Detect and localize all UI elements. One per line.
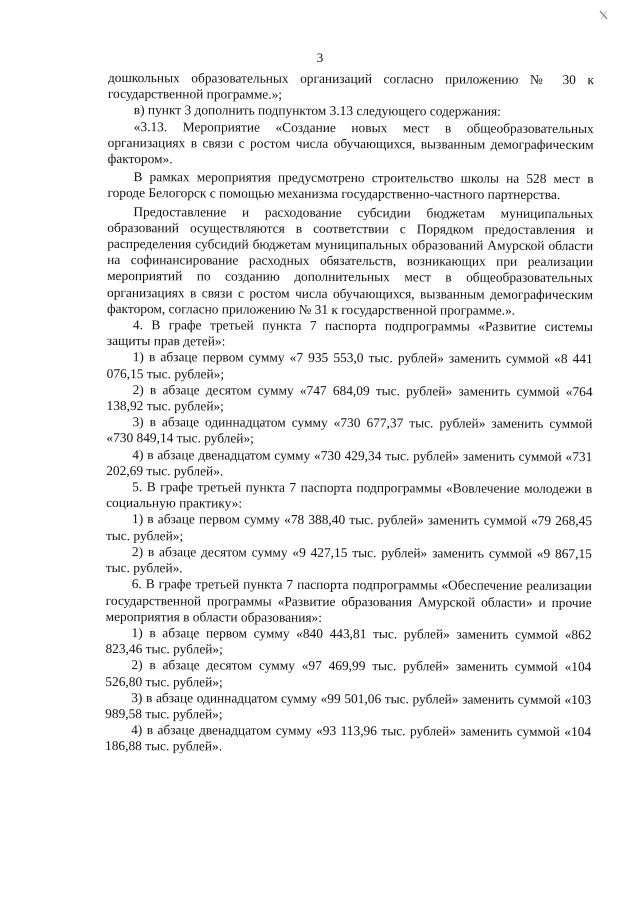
paragraph: 2) в абзаце десятом сумму «9 427,15 тыс. рублей» заменить суммой «9 867,15 тыс. рублей». xyxy=(105,543,592,576)
paragraph: 1) в абзаце первом сумму «7 935 553,0 тыс. рублей» заменить суммой «8 441 076,15 тыс. рублей»; xyxy=(106,349,593,382)
page-number: 3 xyxy=(316,50,324,65)
paragraph: 6. В графе третьей пункта 7 паспорта подпрограммы «Обеспечение реализации государственной программы «Развитие образования Амурской области» и прочие мероприятия в области образования»: xyxy=(105,576,592,625)
paragraph: 4. В графе третьей пункта 7 паспорта подпрограммы «Развитие системы защиты прав детей»: xyxy=(106,317,593,349)
paragraph: 2) в абзаце десятом сумму «747 684,09 тыс. рублей» заменить суммой «764 138,92 тыс. рублей»; xyxy=(106,381,593,414)
paragraph: 5. В графе третьей пункта 7 паспорта подпрограммы «Вовлечение молодежи в социальную практику»: xyxy=(106,479,593,511)
paragraph: дошкольных образовательных организаций согласно приложению № 30 к государственной программе.»; xyxy=(107,70,594,102)
scan-corner-mark xyxy=(598,8,610,20)
paragraph: 2) в абзаце десятом сумму «97 469,99 тыс. рублей» заменить суммой «104 526,80 тыс. рублей»; xyxy=(105,657,592,690)
paragraph: «3.13. Мероприятие «Создание новых мест в общеобразовательных организациях в связи с ростом числа обучающихся, вызванным демографическим фактором». xyxy=(107,118,594,167)
document-body xyxy=(105,70,594,757)
paragraph: 4) в абзаце двенадцатом сумму «730 429,34 тыс. рублей» заменить суммой «731 202,69 тыс. рублей». xyxy=(106,446,593,479)
paragraph: 1) в абзаце первом сумму «840 443,81 тыс. рублей» заменить суммой «862 823,46 тыс. рублей»; xyxy=(105,625,592,657)
paragraph: Предоставление и расходование субсидии бюджетам муниципальных образований осуществляются в соответствии с Порядком предоставления и распределения субсидий бюджетам муниципальных образований Амурской области на софинансирование расходных обязательств, возникающих при реализации мероприятий по созданию дополнительных мест в общеобразовательных организациях в связи с ростом числа обучающихся, вызванным демографическим фактором, согласно приложению № 31 к государственной программе.». xyxy=(106,203,594,318)
paragraph: В рамках мероприятия предусмотрено строительство школы на 528 мест в городе Белогорск с помощью механизма государственно-частного партнерства. xyxy=(107,169,594,203)
paragraph: 4) в абзаце двенадцатом сумму «93 113,96 тыс. рублей» заменить суммой «104 186,88 тыс. рублей». xyxy=(105,722,592,754)
paragraph: 3) в абзаце одиннадцатом сумму «730 677,37 тыс. рублей» заменить суммой «730 849,14 тыс. рублей»; xyxy=(106,414,593,447)
paragraph: 3) в абзаце одиннадцатом сумму «99 501,06 тыс. рублей» заменить суммой «103 989,58 тыс. рублей»; xyxy=(105,689,592,722)
paragraph: в) пункт 3 дополнить подпунктом 3.13 следующего содержания: xyxy=(133,102,501,120)
paragraph: 1) в абзаце первом сумму «78 388,40 тыс. рублей» заменить суммой «79 268,45 тыс. рублей»; xyxy=(105,511,593,544)
